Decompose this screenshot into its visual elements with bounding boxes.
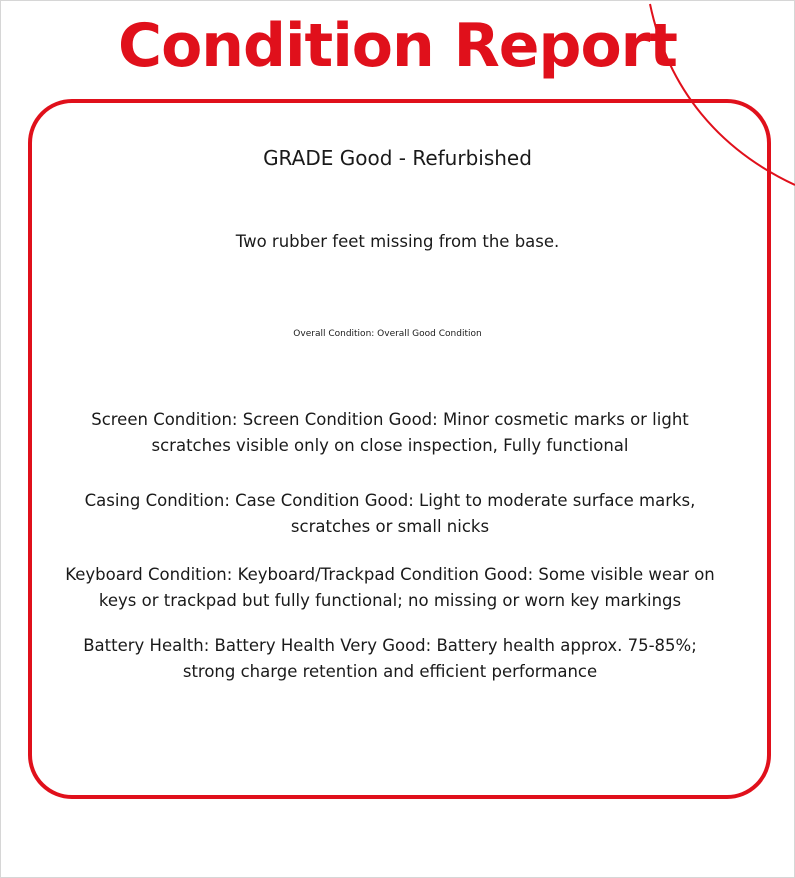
grade-label: GRADE Good - Refurbished: [263, 146, 532, 170]
screen-condition: Screen Condition: Screen Condition Good: Minor cosmetic marks or light scratches visible only on close inspection, Fully functional: [91, 410, 689, 455]
overall-condition: Overall Condition: Overall Good Condition: [293, 329, 482, 339]
battery-health: Battery Health: Battery Health Very Good: Battery health approx. 75-85%; strong charge retention and efficient performance: [83, 636, 697, 681]
keyboard-condition: Keyboard Condition: Keyboard/Trackpad Condition Good: Some visible wear on keys or trackpad but fully functional; no missing or worn key markings: [65, 565, 715, 610]
casing-condition: Casing Condition: Case Condition Good: Light to moderate surface marks, scratches or small nicks: [84, 491, 696, 536]
condition-note: Two rubber feet missing from the base.: [235, 232, 560, 251]
report-title: Condition Report: [118, 11, 677, 81]
